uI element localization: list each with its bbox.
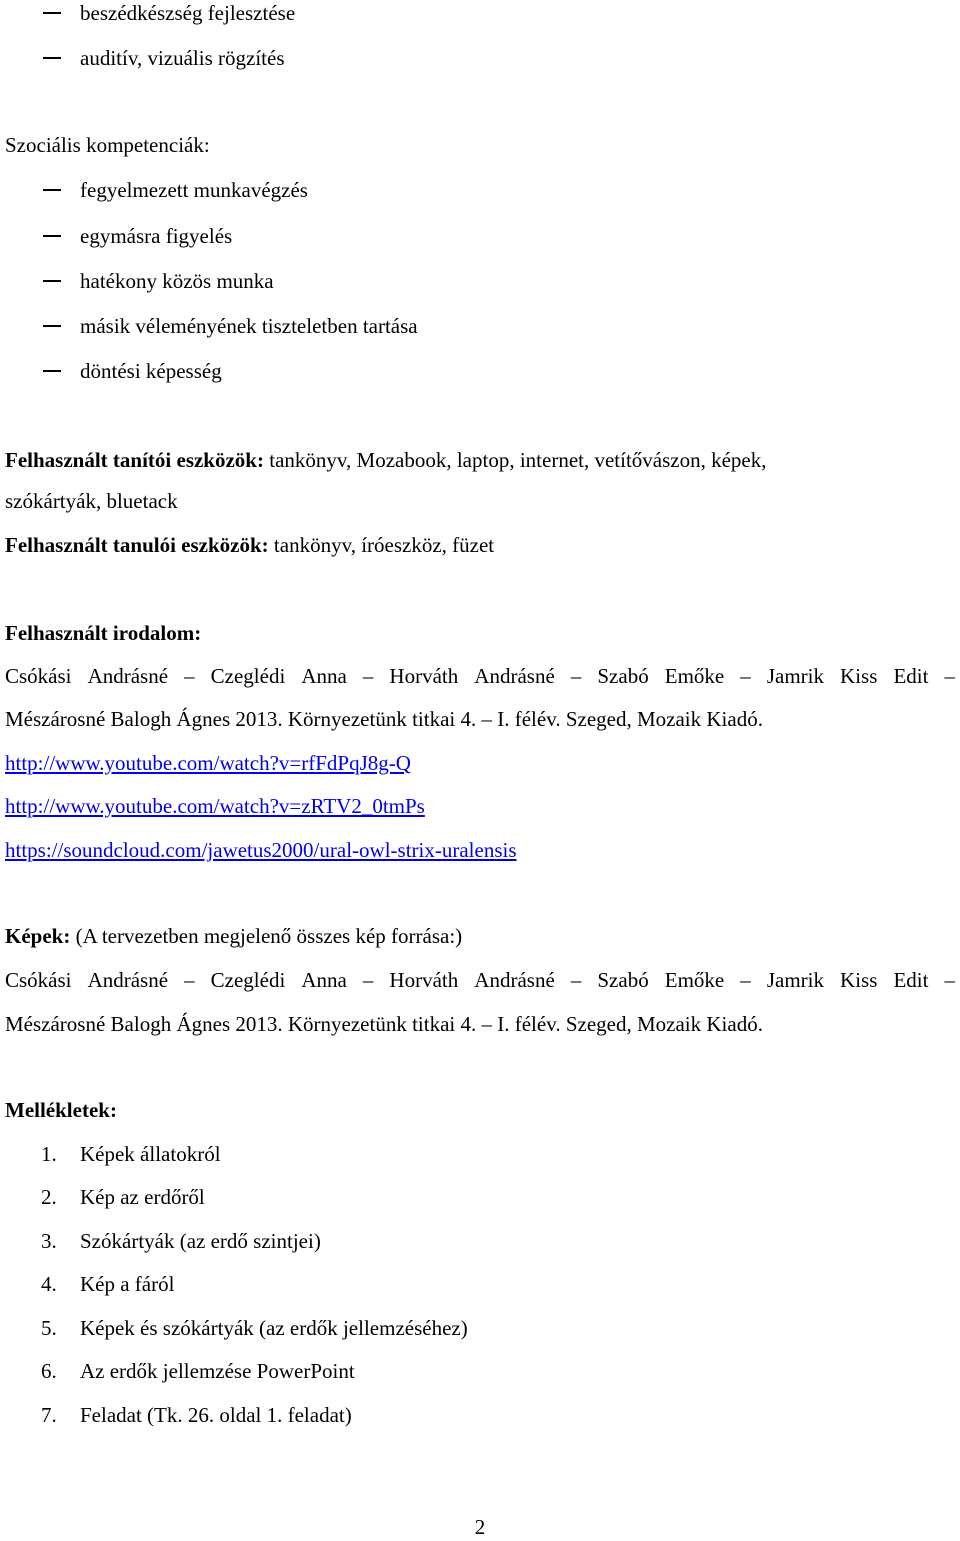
list-item-text: auditív, vizuális rögzítés: [80, 46, 285, 70]
teacher-tools-line: [5, 446, 767, 474]
images-ref-word: –: [184, 968, 195, 992]
literature-ref-word: Andrásné: [87, 664, 169, 688]
images-ref-word: –: [740, 968, 751, 992]
youtube-link-2-row: [5, 792, 425, 820]
teacher-tools-line-2: szókártyák, bluetack: [5, 489, 178, 513]
images-label: Képek:: [5, 924, 71, 948]
images-ref-word: Csókási: [5, 968, 72, 992]
list-item: [0, 222, 960, 250]
student-tools-line: [5, 531, 494, 559]
youtube-link-2[interactable]: http://www.youtube.com/watch?v=zRTV2_0tmPs: [5, 794, 425, 818]
list-item: [0, 267, 960, 295]
literature-ref-word: Kiss: [840, 664, 878, 688]
images-ref-word: Andrásné: [474, 968, 555, 992]
images-ref-word: Jamrik: [766, 968, 824, 992]
images-text: (A tervezetben megjelenő összes kép forrása:): [70, 924, 463, 948]
appendix-item-text: Kép az erdőről: [80, 1185, 205, 1209]
literature-ref-word: Csókási: [5, 664, 72, 688]
images-ref-word: Edit: [893, 968, 929, 992]
dash-bullet-icon: [43, 235, 61, 237]
list-item-text: másik véleményének tiszteletben tartása: [80, 314, 418, 338]
images-reference-line-1: [5, 966, 955, 994]
dash-bullet-icon: [43, 325, 61, 327]
dash-bullet-icon: [43, 189, 61, 191]
literature-ref-word: Horváth: [389, 664, 459, 688]
literature-ref-word: Andrásné: [474, 664, 555, 688]
literature-ref-word: –: [570, 664, 582, 688]
page-number: 2: [474, 1515, 486, 1539]
list-item: [0, 176, 960, 204]
images-ref-word: –: [570, 968, 582, 992]
appendix-item-number: 2.: [41, 1185, 57, 1209]
list-item-text: fegyelmezett munkavégzés: [80, 178, 308, 202]
teacher-tools-text: tankönyv, Mozabook, laptop, internet, vetítővászon, képek,: [263, 448, 767, 472]
soundcloud-link[interactable]: https://soundcloud.com/jawetus2000/ural-owl-strix-uralensis: [5, 838, 517, 862]
literature-reference-line-1: [5, 662, 955, 690]
dash-bullet-icon: [43, 57, 61, 59]
appendix-item: [0, 1227, 960, 1255]
literature-reference-line-2: Mészárosné Balogh Ágnes 2013. Környezetünk titkai 4. – I. félév. Szeged, Mozaik Kiadó.: [5, 707, 763, 731]
appendix-heading: [5, 1096, 117, 1124]
list-item: [0, 0, 960, 27]
literature-ref-word: Szabó: [597, 664, 649, 688]
images-ref-word: Kiss: [840, 968, 878, 992]
appendix-item-number: 7.: [41, 1403, 57, 1427]
appendix-item-number: 5.: [41, 1316, 57, 1340]
list-item: [0, 357, 960, 385]
images-ref-word: Horváth: [389, 968, 459, 992]
student-tools-text: tankönyv, íróeszköz, füzet: [268, 533, 495, 557]
list-item-text: egymásra figyelés: [80, 224, 233, 248]
student-tools-label: Felhasznált tanulói eszközök:: [5, 533, 269, 557]
appendix-item-number: 6.: [41, 1359, 57, 1383]
literature-heading: [5, 619, 201, 647]
images-ref-word: –: [944, 968, 955, 992]
literature-ref-word: –: [740, 664, 751, 688]
images-ref-word: Anna: [301, 968, 347, 992]
images-line: [5, 922, 462, 950]
dash-bullet-icon: [43, 370, 61, 372]
appendix-item: [0, 1183, 960, 1211]
images-ref-word: –: [362, 968, 374, 992]
appendix-item-number: 3.: [41, 1229, 57, 1253]
youtube-link-1[interactable]: http://www.youtube.com/watch?v=rfFdPqJ8g-Q: [5, 751, 411, 775]
literature-ref-word: Emőke: [664, 664, 725, 688]
soundcloud-link-row: [5, 836, 517, 864]
appendix-item: [0, 1270, 960, 1298]
dash-bullet-icon: [43, 280, 61, 282]
images-ref-word: Szabó: [597, 968, 649, 992]
literature-ref-word: Edit: [893, 664, 929, 688]
dash-bullet-icon: [43, 12, 61, 14]
appendix-item: [0, 1357, 960, 1385]
appendix-item-number: 4.: [41, 1272, 57, 1296]
appendix-item: [0, 1401, 960, 1429]
literature-ref-word: –: [944, 664, 955, 688]
appendix-item-text: Kép a fáról: [80, 1272, 175, 1296]
appendix-item-text: Az erdők jellemzése PowerPoint: [80, 1359, 355, 1383]
literature-ref-word: Czeglédi: [210, 664, 286, 688]
appendix-item-number: 1.: [41, 1142, 57, 1166]
list-item: [0, 44, 960, 72]
literature-ref-word: Anna: [301, 664, 347, 688]
appendix-item-text: Szókártyák (az erdő szintjei): [80, 1229, 321, 1253]
images-ref-word: Andrásné: [87, 968, 169, 992]
appendix-item: [0, 1314, 960, 1342]
images-ref-word: Czeglédi: [210, 968, 286, 992]
list-item-text: döntési képesség: [80, 359, 222, 383]
images-reference-line-2: Mészárosné Balogh Ágnes 2013. Környezetünk titkai 4. – I. félév. Szeged, Mozaik Kiadó.: [5, 1012, 763, 1036]
literature-ref-word: –: [362, 664, 374, 688]
literature-ref-word: Jamrik: [766, 664, 824, 688]
literature-ref-word: –: [184, 664, 195, 688]
appendix-item-text: Képek és szókártyák (az erdők jellemzéséhez): [80, 1316, 468, 1340]
teacher-tools-label: Felhasznált tanítói eszközök:: [5, 448, 264, 472]
social-heading: Szociális kompetenciák:: [5, 133, 210, 157]
appendix-item-text: Képek állatokról: [80, 1142, 221, 1166]
list-item-text: hatékony közös munka: [80, 269, 274, 293]
list-item-text: beszédkészség fejlesztése: [80, 1, 296, 25]
youtube-link-1-row: [5, 749, 411, 777]
list-item: [0, 312, 960, 340]
images-ref-word: Emőke: [664, 968, 725, 992]
literature-heading-text: Felhasznált irodalom:: [5, 621, 202, 645]
appendix-heading-text: Mellékletek:: [5, 1098, 117, 1122]
appendix-item-text: Feladat (Tk. 26. oldal 1. feladat): [80, 1403, 352, 1427]
appendix-item: [0, 1140, 960, 1168]
